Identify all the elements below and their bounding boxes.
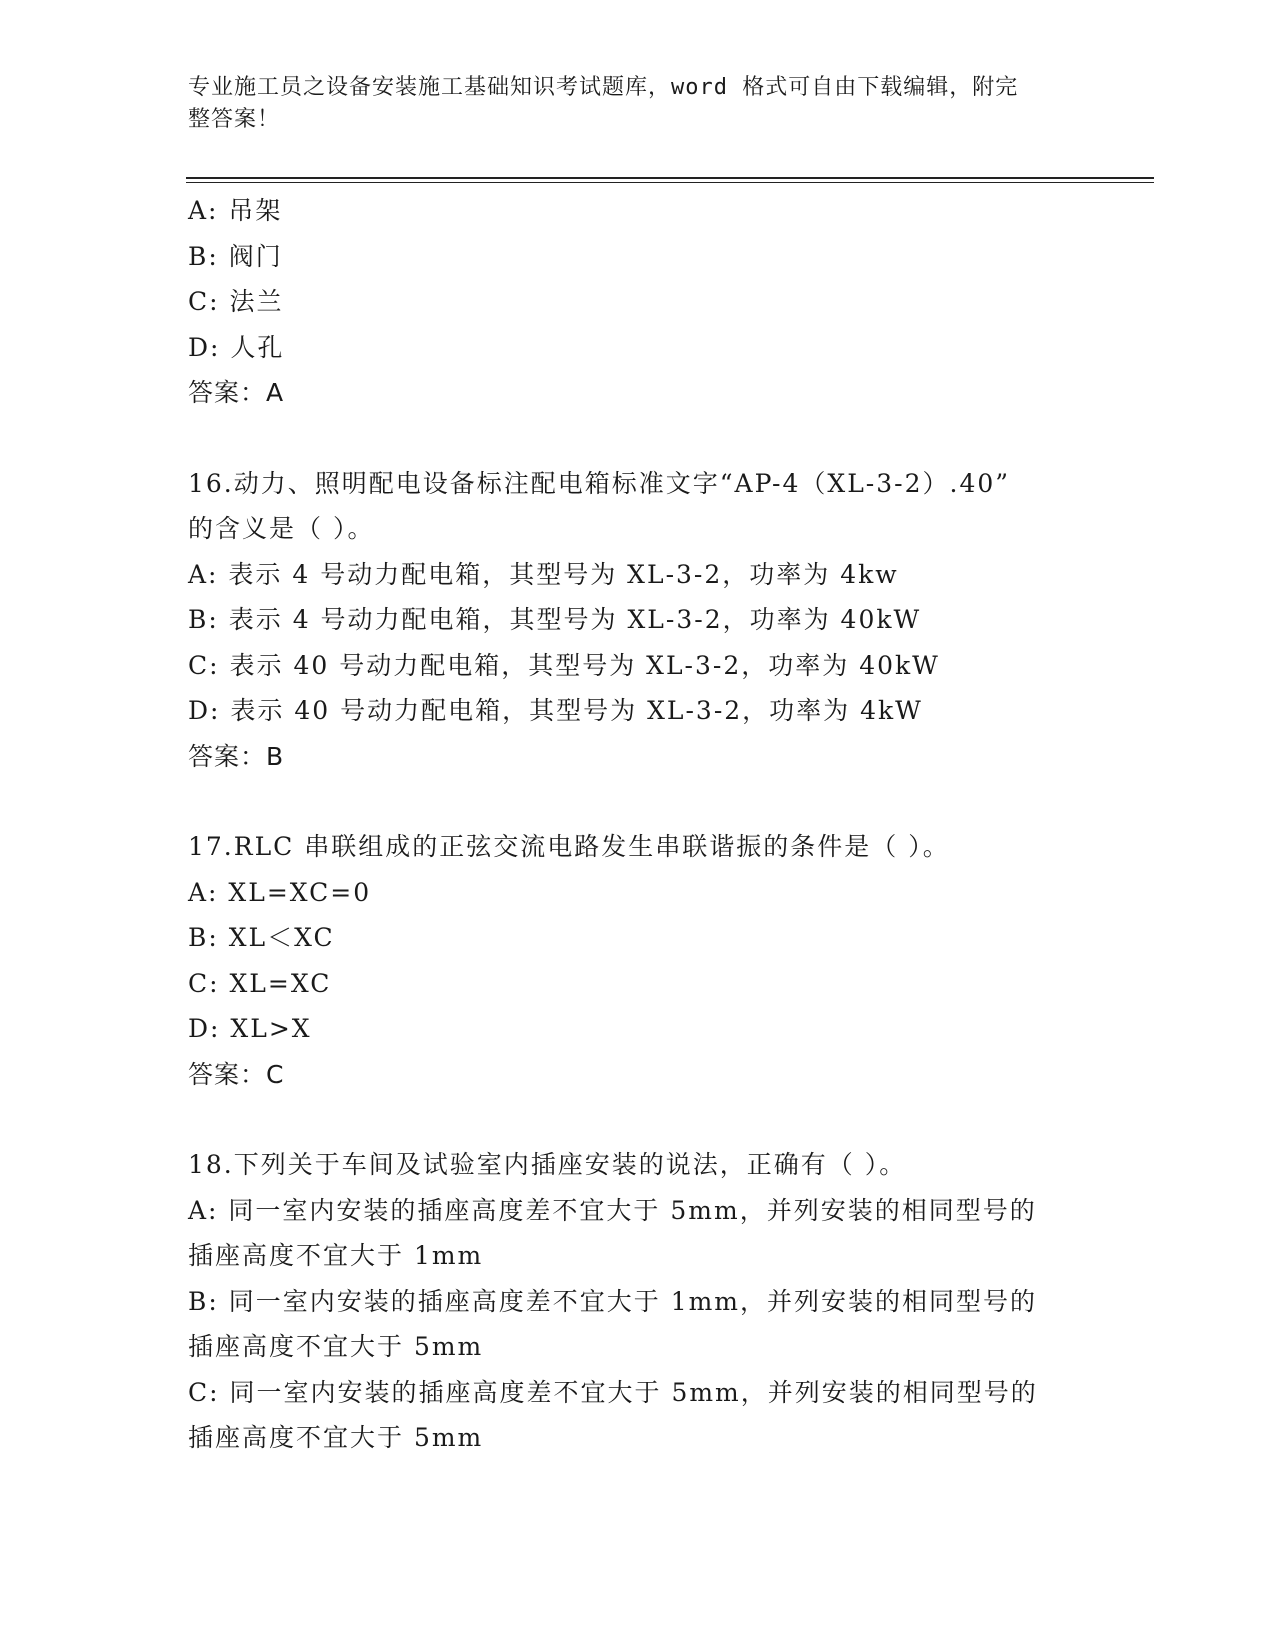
option-a-cont: 插座高度不宜大于 1mm — [188, 1241, 484, 1270]
header-divider-thin — [186, 182, 1154, 183]
question-list — [188, 188, 1088, 1461]
option-a: A: XL=XC=0 — [188, 877, 372, 907]
question-17 — [188, 824, 1088, 1097]
question-15 — [188, 188, 1088, 416]
option-b: B: 同一室内安装的插座高度差不宜大于 1mm，并列安装的相同型号的 — [188, 1286, 1038, 1316]
option-d: D: 人孔 — [188, 332, 285, 362]
option-c-cont: 插座高度不宜大于 5mm — [188, 1423, 484, 1452]
answer: 答案：C — [188, 1059, 285, 1089]
option-a: A: 吊架 — [188, 196, 283, 225]
option-b-cont: 插座高度不宜大于 5mm — [188, 1332, 484, 1361]
option-c: C: XL=XC — [188, 968, 332, 998]
question-stem: 18.下列关于车间及试验室内插座安装的说法，正确有（ ）。 — [188, 1150, 907, 1179]
question-16 — [188, 461, 1088, 780]
option-b: B: 阀门 — [188, 241, 283, 271]
question-stem-cont: 的含义是（ ）。 — [188, 514, 375, 543]
option-c: C: 表示 40 号动力配电箱，其型号为 XL-3-2，功率为 40kW — [188, 650, 940, 680]
option-d: D: 表示 40 号动力配电箱，其型号为 XL-3-2，功率为 4kW — [188, 696, 923, 725]
option-b: B: 表示 4 号动力配电箱，其型号为 XL-3-2，功率为 40kW — [188, 605, 922, 634]
option-a: A: 表示 4 号动力配电箱，其型号为 XL-3-2，功率为 4kw — [188, 559, 899, 589]
option-a: A: 同一室内安装的插座高度差不宜大于 5mm，并列安装的相同型号的 — [188, 1195, 1037, 1225]
question-18 — [188, 1142, 1088, 1461]
option-c: C: 法兰 — [188, 287, 284, 316]
option-d: D: XL>X — [188, 1014, 312, 1043]
page-header — [188, 72, 1068, 136]
option-b: B: XL＜XC — [188, 923, 335, 952]
question-stem: 17.RLC 串联组成的正弦交流电路发生串联谐振的条件是（ ）。 — [188, 832, 950, 861]
question-stem: 16.动力、照明配电设备标注配电箱标准文字“AP-4（XL-3-2）.40” — [188, 468, 1011, 498]
header-line-1: 专业施工员之设备安装施工基础知识考试题库，word 格式可自由下载编辑，附完 — [188, 75, 1019, 100]
answer: 答案：A — [188, 378, 285, 407]
answer: 答案：B — [188, 741, 285, 771]
option-c: C: 同一室内安装的插座高度差不宜大于 5mm，并列安装的相同型号的 — [188, 1377, 1038, 1407]
header-line-2: 整答案！ — [188, 107, 281, 132]
header-divider-thick — [186, 177, 1154, 179]
